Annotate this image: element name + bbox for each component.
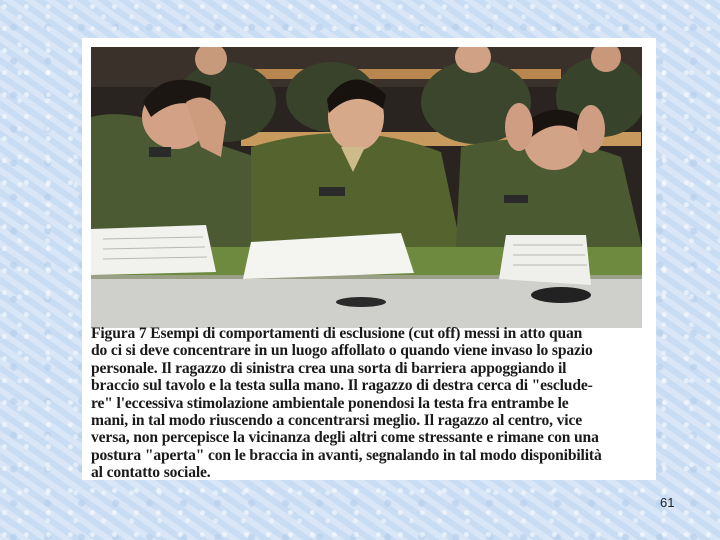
caption-line: versa, non percepisce la vicinanza degli altri come stressante e rimane con una (91, 429, 599, 447)
caption-line: al contatto sociale. (91, 464, 211, 482)
caption-line: personale. Il ragazzo di sinistra crea una sorta di barriera appoggiando il (91, 359, 567, 377)
caption-line: do ci si deve concentrare in un luogo affollato o quando viene invaso lo spazio (91, 342, 593, 360)
caption-line: braccio sul tavolo e la testa sulla mano. Il ragazzo di destra cerca di "esclude- (91, 377, 593, 395)
caption-line: postura "aperta" con le braccia in avanti, segnalando in tal modo disponibilità (91, 446, 602, 464)
figure-panel (82, 38, 656, 480)
page-number: 61 (660, 495, 675, 510)
classroom-photo-illustration (91, 47, 642, 328)
caption-line: Figura 7 Esempi di comportamenti di esclusione (cut off) messi in atto quan (91, 325, 583, 342)
students-photo (91, 47, 642, 328)
caption-line: re" l'eccessiva stimolazione ambientale ponendosi la testa fra entrambe le (91, 394, 569, 412)
figure-caption (91, 325, 647, 482)
caption-line: mani, in tal modo riuscendo a concentrarsi meglio. Il ragazzo al centro, vice (91, 412, 582, 430)
